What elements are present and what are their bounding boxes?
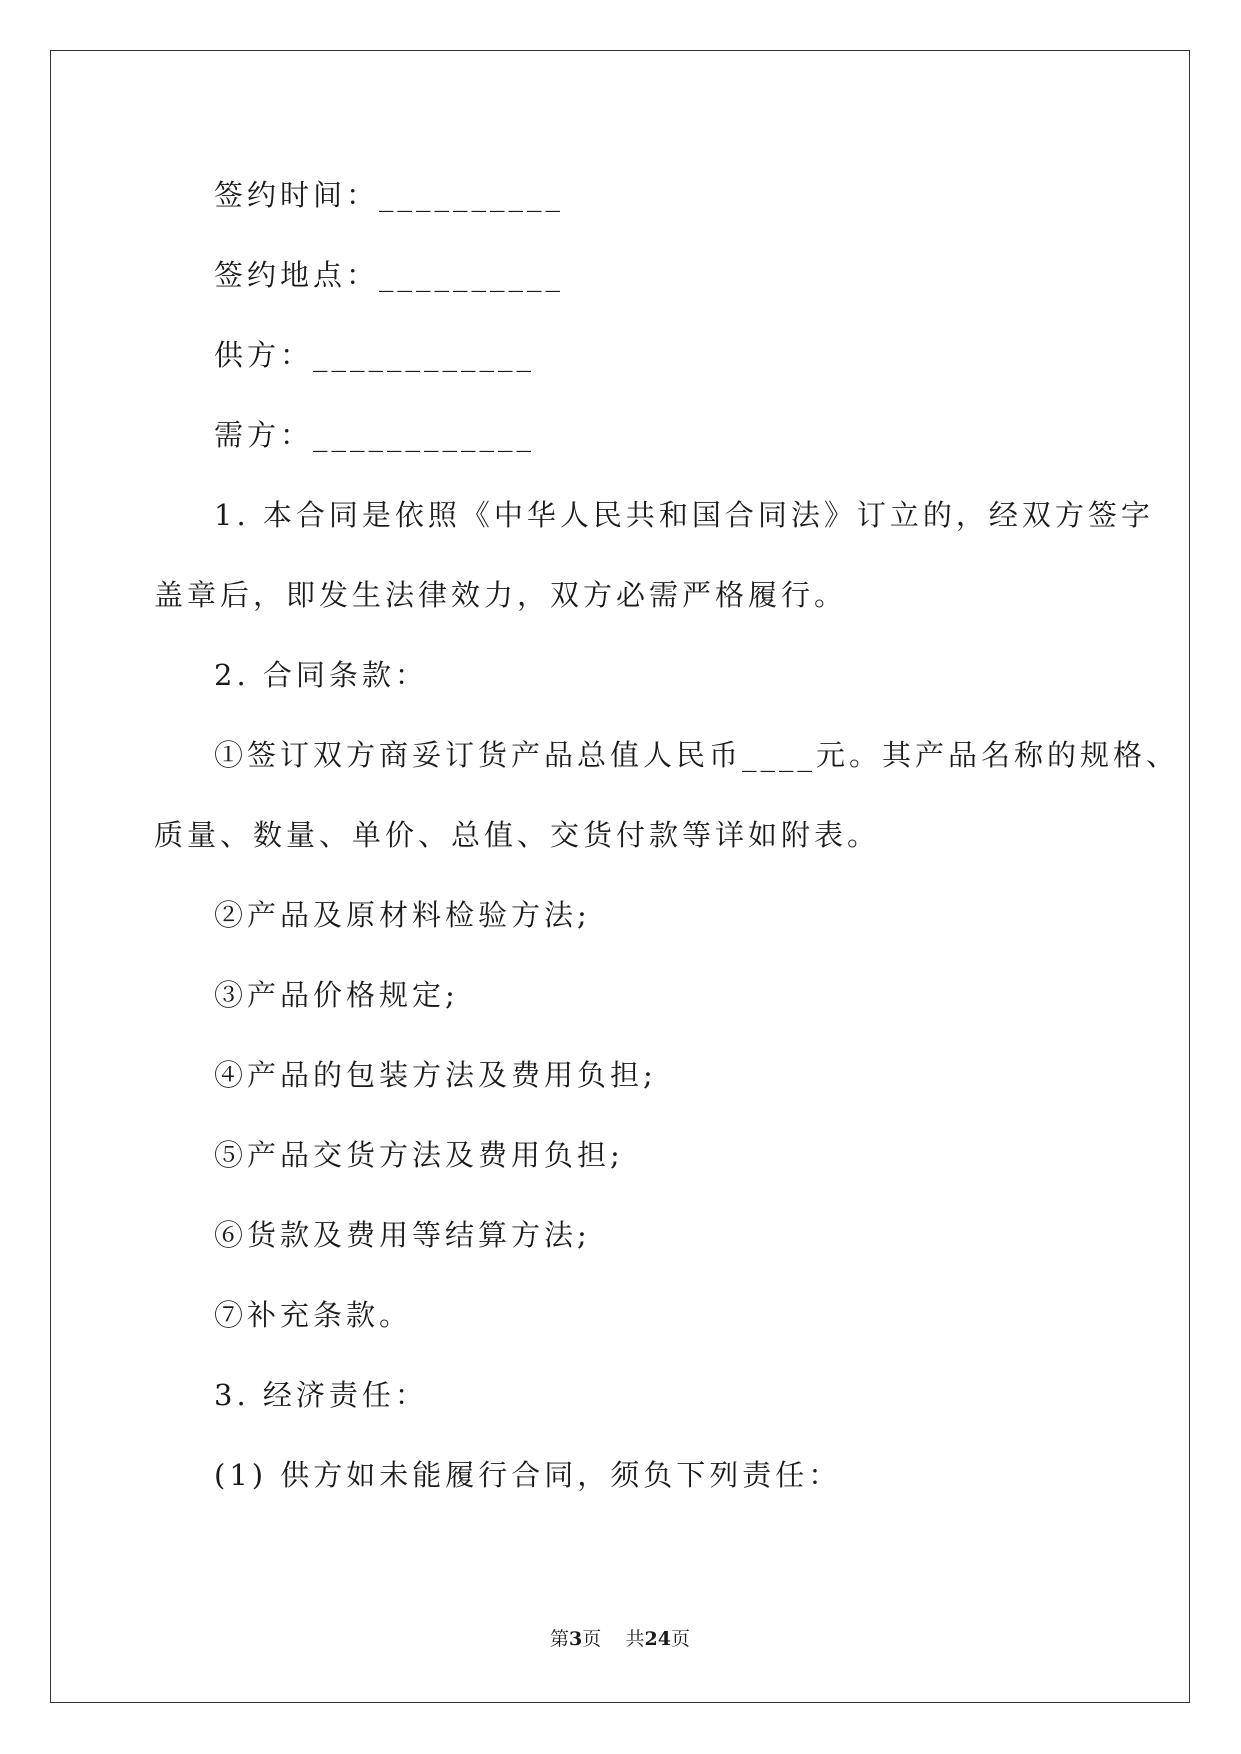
clause-2-item-1-line-2: 质量、数量、单价、总值、交货付款等详如附表。 bbox=[154, 818, 881, 852]
total-pages-number: 24 bbox=[644, 1628, 671, 1650]
clause-2-item-1-line-1: ①签订双方商妥订货产品总值人民币____元。其产品名称的规格、 bbox=[214, 738, 1180, 772]
buyer-line: 需方：____________ bbox=[214, 418, 536, 452]
clause-2-item-2: ②产品及原材料检验方法; bbox=[214, 898, 591, 932]
supplier-line: 供方：____________ bbox=[214, 338, 536, 372]
signing-place-line: 签约地点：__________ bbox=[214, 258, 565, 292]
clause-1-line-1: 1. 本合同是依照《中华人民共和国合同法》订立的，经双方签字 bbox=[214, 498, 1154, 532]
clause-2-item-6: ⑥货款及费用等结算方法; bbox=[214, 1218, 591, 1252]
page-frame bbox=[50, 50, 1190, 1703]
footer-page-suffix: 页 bbox=[582, 1628, 602, 1650]
footer-total-prefix: 共 bbox=[625, 1628, 645, 1650]
signing-time-line: 签约时间：__________ bbox=[214, 178, 565, 212]
footer-total-suffix: 页 bbox=[670, 1628, 690, 1650]
document-body bbox=[51, 51, 1189, 1702]
clause-3-item-1: (1) 供方如未能履行合同，须负下列责任： bbox=[214, 1458, 842, 1492]
page-footer bbox=[51, 1624, 1189, 1651]
current-page-number: 3 bbox=[569, 1628, 583, 1650]
clause-2-item-4: ④产品的包装方法及费用负担; bbox=[214, 1058, 657, 1092]
clause-1-line-2: 盖章后，即发生法律效力，双方必需严格履行。 bbox=[154, 578, 848, 612]
footer-prefix: 第 bbox=[550, 1628, 570, 1650]
clause-2-item-7: ⑦补充条款。 bbox=[214, 1298, 413, 1332]
clause-2-item-5: ⑤产品交货方法及费用负担; bbox=[214, 1138, 624, 1172]
clause-3-heading: 3. 经济责任： bbox=[214, 1378, 428, 1412]
clause-2-item-3: ③产品价格规定; bbox=[214, 978, 459, 1012]
clause-2-heading: 2. 合同条款： bbox=[214, 658, 428, 692]
